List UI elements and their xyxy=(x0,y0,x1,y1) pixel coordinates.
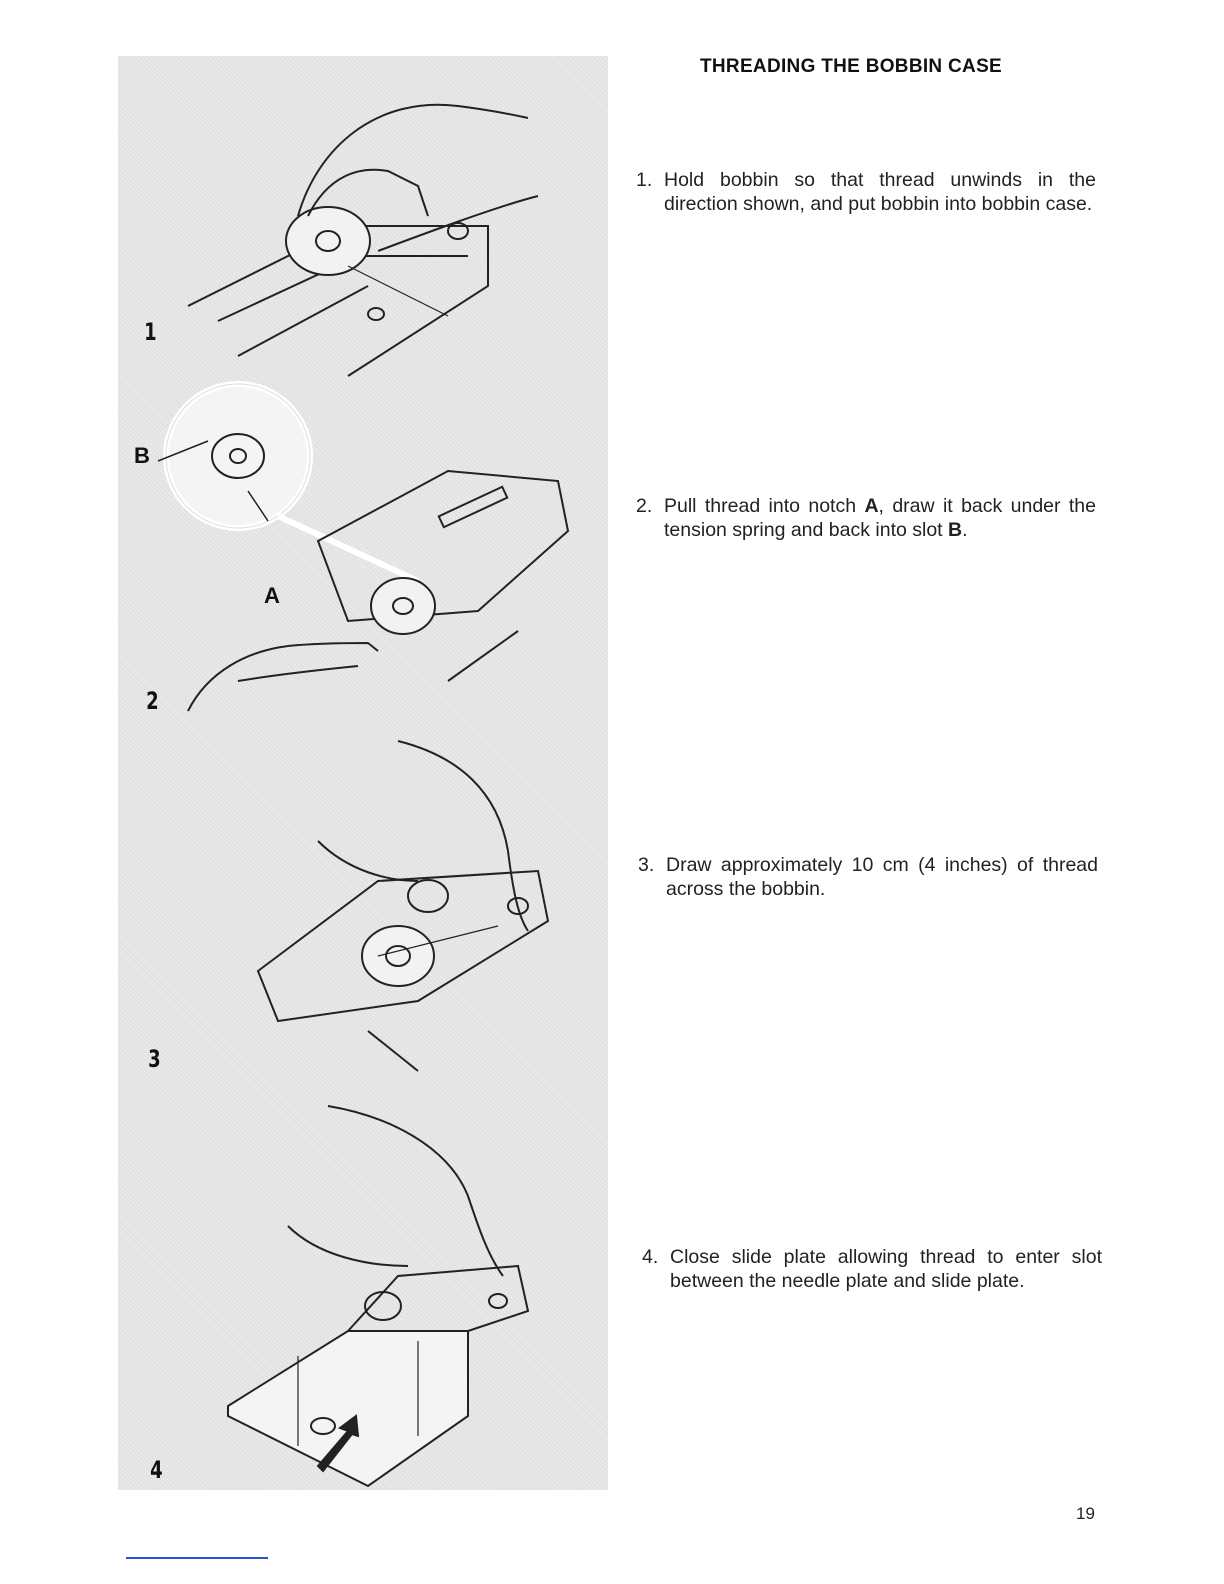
figure-1-illustration xyxy=(118,56,608,381)
figure-2-number: 2 xyxy=(146,687,159,715)
draw-thread-drawing xyxy=(118,731,608,1086)
figure-4-illustration xyxy=(118,1086,608,1490)
step-3-text: Draw approximately 10 cm (4 inches) of thread across the bobbin. xyxy=(666,854,1098,900)
step-4-number: 4. xyxy=(642,1246,659,1268)
page-title: THREADING THE BOBBIN CASE xyxy=(700,56,1003,77)
step-3-number: 3. xyxy=(638,854,655,876)
illustration-column xyxy=(118,56,608,1490)
bobbin-insert-drawing xyxy=(118,56,608,381)
figure-1-number: 1 xyxy=(144,318,157,346)
figure-3-number: 3 xyxy=(148,1045,161,1073)
step-2 xyxy=(636,494,1096,542)
figure-4-number: 4 xyxy=(150,1456,163,1484)
step-1-number: 1. xyxy=(636,169,653,191)
figure-2-illustration xyxy=(118,381,608,731)
step-3 xyxy=(638,853,1098,901)
callout-b-label: B xyxy=(134,443,150,468)
step-4 xyxy=(642,1245,1102,1293)
callout-a-label: A xyxy=(264,583,280,608)
step-4-text: Close slide plate allowing thread to enter slot between the needle plate and slide plate. xyxy=(670,1246,1102,1292)
slot-b-reference: B xyxy=(948,519,963,541)
step-1-text: Hold bobbin so that thread unwinds in the direction shown, and put bobbin into bobbin case. xyxy=(664,169,1096,215)
page-number: 19 xyxy=(1076,1504,1095,1523)
step-1 xyxy=(636,168,1096,216)
step-2-text: Pull thread into notch A, draw it back under the tension spring and back into slot B. xyxy=(664,495,1096,541)
notch-a-reference: A xyxy=(864,495,879,517)
figure-3-illustration xyxy=(118,731,608,1086)
notch-detail-drawing xyxy=(118,381,608,731)
close-slide-plate-drawing xyxy=(118,1086,608,1490)
step-2-number: 2. xyxy=(636,495,653,517)
footer-rule xyxy=(126,1557,268,1559)
